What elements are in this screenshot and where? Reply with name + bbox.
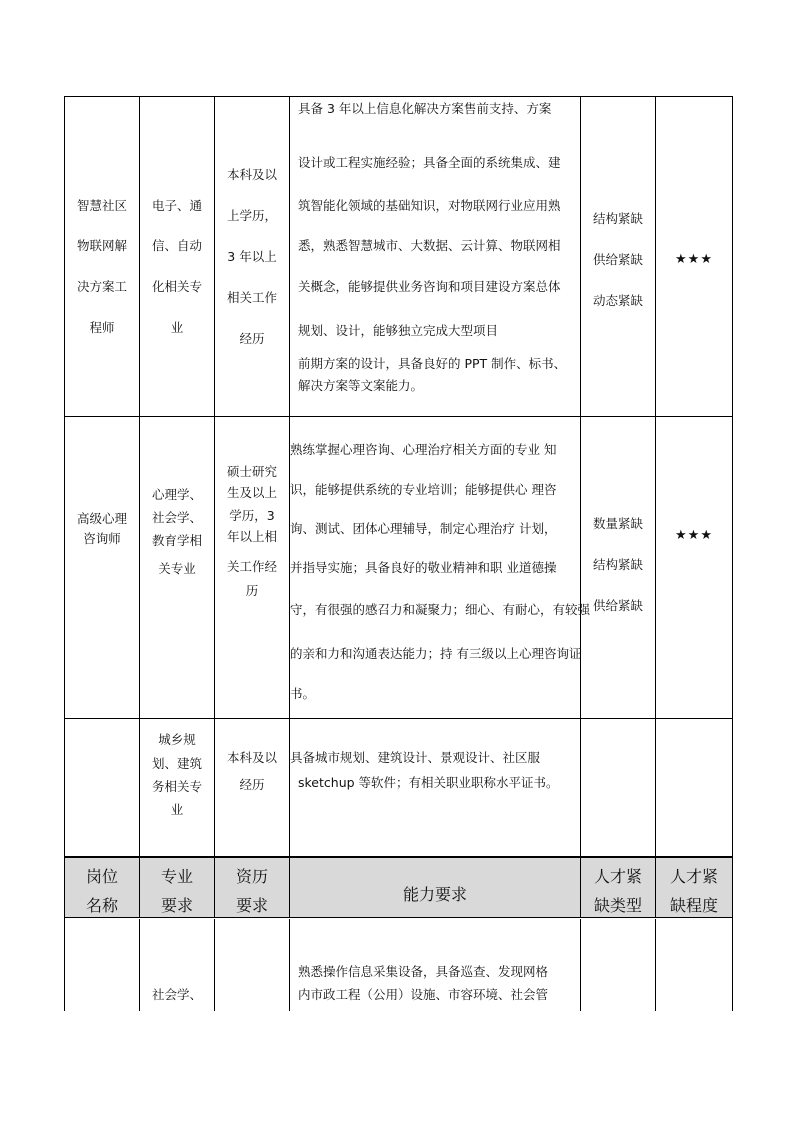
header-ability: 能力要求 (290, 858, 581, 917)
ability-cell: 熟练掌握心理咨询、心理治疗相关方面的专业 知 识，能够提供系统的专业培训；能够提供心 理咨 询、测试、团体心理辅导，制定心理治疗 计划， 并指导实施；具备良好的敬业精神和职 业道德操 守，有很强的感召力和凝聚力；细心、有耐心，有较强 的亲和力和沟通表达能力；持 有三级以上心理咨询证 书。 (290, 417, 581, 718)
shortage-level-cell (656, 919, 732, 1011)
shortage-type-cell: 数量紧缺 结构紧缺 供给紧缺 (581, 417, 656, 718)
table-row (65, 919, 732, 1011)
qualification-cell (215, 919, 290, 1011)
shortage-type-cell (581, 919, 656, 1011)
position-cell (65, 719, 140, 856)
qualification-cell: 本科及以 经历 (215, 719, 290, 856)
qualification-cell: 本科及以 上学历， 3 年以上 相关工作 经历 (215, 97, 290, 416)
header-major: 专业 要求 (140, 858, 215, 917)
shortage-level-cell (656, 97, 732, 416)
major-cell: 心理学、 社会学、 教育学相 关专业 (140, 417, 215, 718)
shortage-type-cell (581, 719, 656, 856)
shortage-level-cell (656, 719, 732, 856)
position-cell: 智慧社区 物联网解 决方案工 程师 (65, 97, 140, 416)
header-shortage-level: 人才紧 缺程度 (669, 867, 718, 915)
talent-shortage-table (64, 96, 733, 1011)
star-rating: ★★★ (675, 252, 713, 267)
header-position: 岗位 名称 (65, 858, 140, 917)
major-cell: 电子、通 信、自动 化相关专 业 (140, 97, 215, 416)
ability-cell: 具备 3 年以上信息化解决方案售前支持、方案 设计或工程实施经验；具备全面的系统集成、建 筑智能化领域的基础知识，对物联网行业应用熟 悉，熟悉智慧城市、大数据、云计算、物联网相 关概念，能够提供业务咨询和项目建设方案总体 规划、设计，能够独立完成大型项目 前期方案的设计，具备良好的 PPT 制作、标书、 解决方案等文案能力。 (290, 97, 581, 416)
shortage-level-cell (656, 417, 732, 718)
major-cell: 社会学、 (140, 919, 215, 1011)
ability-cell: 具备城市规划、建筑设计、景观设计、社区服 sketchup 等软件；有相关职业职称水平证书。 (290, 719, 581, 856)
ability-cell: 熟悉操作信息采集设备，具备巡查、发现网格 内市政工程（公用）设施、市容环境、社会管 (290, 919, 581, 1011)
position-cell (65, 919, 140, 1011)
shortage-type-cell: 结构紧缺 供给紧缺 动态紧缺 (581, 97, 656, 416)
table-header-row (65, 856, 732, 918)
header-shortage-type: 人才紧 缺类型 (581, 858, 656, 917)
header-qualification: 资历 要求 (215, 858, 290, 917)
position-cell: 高级心理 咨询师 (65, 417, 140, 718)
table-row (65, 417, 732, 719)
table-row (65, 97, 732, 417)
major-cell: 城乡规 划、建筑 务相关专 业 (140, 719, 215, 856)
qualification-cell: 硕士研究 生及以上 学历，3 年以上相 关工作经 历 (215, 417, 290, 718)
table-row (65, 719, 732, 856)
star-rating: ★★★ (675, 528, 713, 543)
